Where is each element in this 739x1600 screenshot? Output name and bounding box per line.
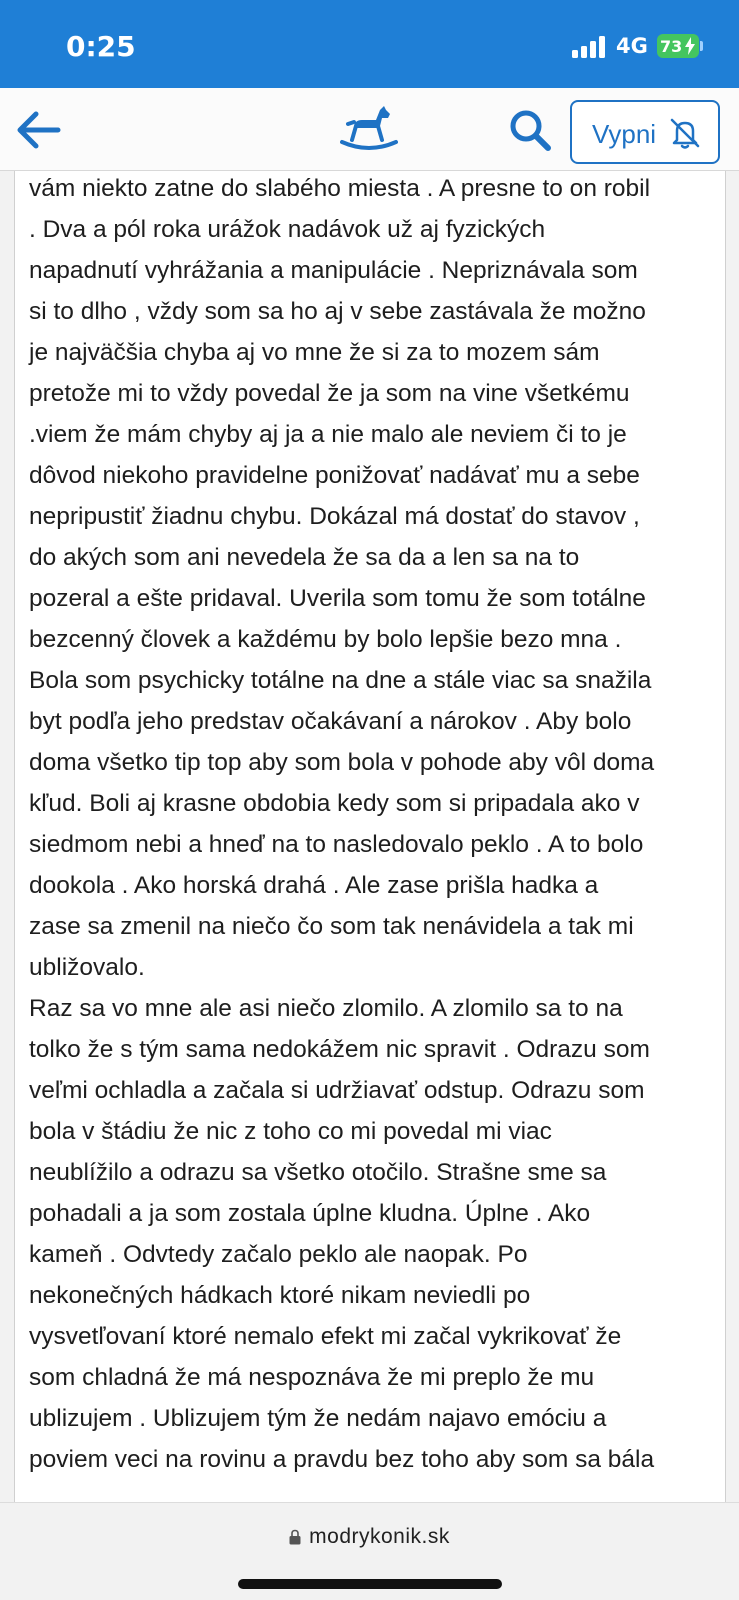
- app-header: [0, 88, 739, 171]
- post-text-line: .viem že mám chyby aj ja a nie malo ale neviem či to je: [29, 421, 627, 448]
- rocking-horse-icon[interactable]: [340, 102, 398, 152]
- home-indicator[interactable]: [238, 1579, 502, 1589]
- post-text-line: pretože mi to vždy povedal že ja som na vine všetkému: [29, 380, 630, 407]
- post-text-line: ublizujem . Ublizujem tým že nedám najavo emóciu a: [29, 1405, 607, 1432]
- search-icon: [508, 108, 554, 154]
- post-text-line: ubližovalo.: [29, 954, 145, 981]
- post-text-line: poviem veci na rovinu a pravdu bez toho aby som sa bála: [29, 1446, 655, 1473]
- post-text-line: tolko že s tým sama nedokážem nic spravit . Odrazu som: [29, 1036, 650, 1063]
- battery-charging-icon: [684, 37, 696, 55]
- bell-off-icon: [668, 116, 702, 150]
- post-text-line: vám niekto zatne do slabého miesta . A presne to on robil: [29, 175, 651, 202]
- post-text-line: je najväčšia chyba aj vo mne že si za to mozem sám: [29, 339, 600, 366]
- post-text-line: pozeral a ešte pridaval. Uverila som tomu že som totálne: [29, 585, 646, 612]
- notifications-off-button[interactable]: [570, 100, 720, 164]
- post-content: [14, 171, 726, 1502]
- post-text-line: . Dva a pól roka urážok nadávok už aj fyzických: [29, 216, 546, 243]
- post-text-line: nekonečných hádkach ktoré nikam neviedli po: [29, 1282, 531, 1309]
- post-text-line: si to dlho , vždy som sa ho aj v sebe zastávala že možno: [29, 298, 646, 325]
- url-text: modrykonik.sk: [309, 1525, 450, 1548]
- post-text-line: bola v štádiu že nic z toho co mi povedal mi viac: [29, 1118, 552, 1145]
- post-text-line: byt podľa jeho predstav očakávaní a nárokov . Aby bolo: [29, 708, 632, 735]
- post-text-line: pohadali a ja som zostala úplne kludna. Úplne . Ako: [29, 1200, 591, 1227]
- post-text-line: bezcenný človek a každému by bolo lepšie bezo mna .: [29, 626, 622, 653]
- post-text-line: do akých som ani nevedela že sa da a len sa na to: [29, 544, 580, 571]
- lock-icon: [289, 1529, 301, 1545]
- post-text-line: som chladná že má nespoznáva že mi preplo že mu: [29, 1364, 595, 1391]
- post-text-line: siedmom nebi a hneď na to nasledovalo peklo . A to bolo: [29, 831, 644, 858]
- post-text-line: napadnutí vyhrážania a manipulácie . Nepriznávala som: [29, 257, 638, 284]
- post-text-line: dôvod niekoho pravidelne ponižovať nadávať mu a sebe: [29, 462, 640, 489]
- status-bar: [0, 0, 739, 88]
- battery-level: 73: [660, 36, 683, 56]
- post-text-line: veľmi ochladla a začala si udržiavať odstup. Odrazu som: [29, 1077, 645, 1104]
- status-time: 0:25: [66, 30, 136, 63]
- post-text-line: nepripustiť žiadnu chybu. Dokázal má dostať do stavov ,: [29, 503, 640, 530]
- address-bar[interactable]: [0, 1525, 739, 1549]
- post-text-line: dookola . Ako horská drahá . Ale zase prišla hadka a: [29, 872, 599, 899]
- browser-bottom-bar: [0, 1502, 739, 1600]
- back-button[interactable]: [14, 108, 64, 152]
- post-text-line: doma všetko tip top aby som bola v pohode aby vôl doma: [29, 749, 655, 776]
- post-text-line: vysvetľovaní ktoré nemalo efekt mi začal vykrikovať že: [29, 1323, 622, 1350]
- post-text-line: kameň . Odvtedy začalo peklo ale naopak. Po: [29, 1241, 528, 1268]
- post-text-line: Raz sa vo mne ale asi niečo zlomilo. A zlomilo sa to na: [29, 995, 623, 1022]
- notifications-off-label: Vypni: [592, 119, 657, 149]
- signal-icon: [572, 36, 606, 58]
- search-button[interactable]: [508, 108, 554, 154]
- post-text-line: zase sa zmenil na niečo čo som tak nenávidela a tak mi: [29, 913, 634, 940]
- battery-indicator: [657, 34, 699, 58]
- battery-cap: [700, 41, 703, 51]
- arrow-left-icon: [14, 108, 64, 152]
- post-text-line: kľud. Boli aj krasne obdobia kedy som si pripadala ako v: [29, 790, 640, 817]
- network-type: 4G: [616, 34, 648, 58]
- post-text-line: Bola som psychicky totálne na dne a stále viac sa snažila: [29, 667, 652, 694]
- post-text-line: neublížilo a odrazu sa všetko otočilo. Strašne sme sa: [29, 1159, 607, 1186]
